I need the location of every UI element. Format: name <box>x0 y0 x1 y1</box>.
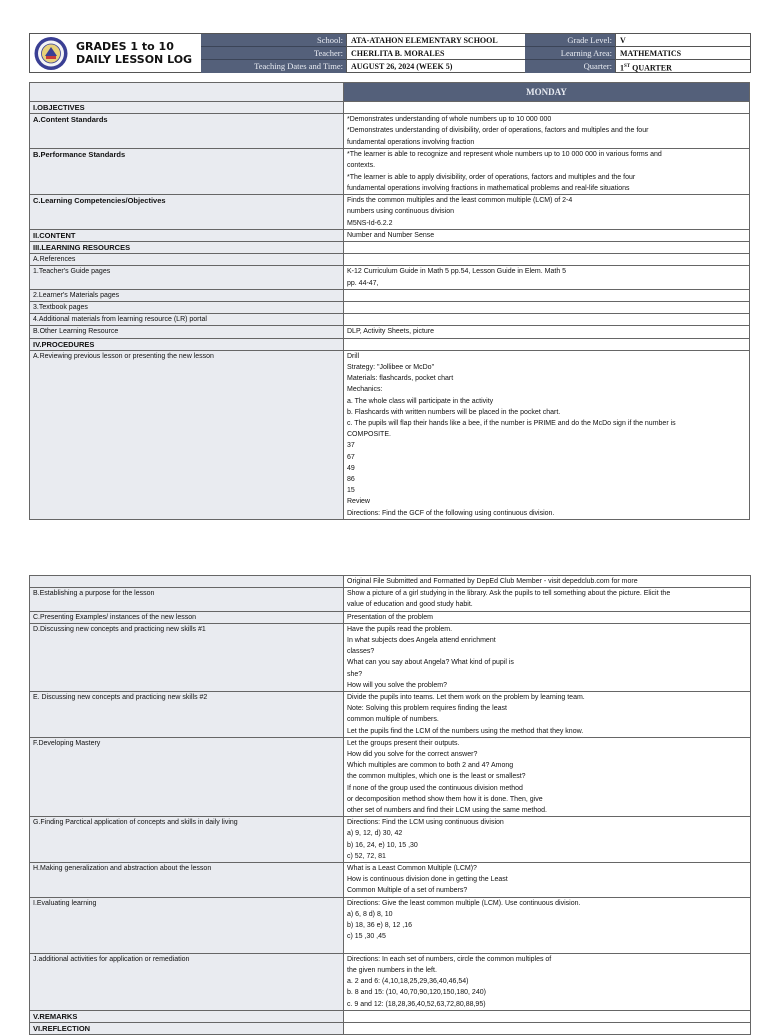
other-resource-label: B.Other Learning Resource <box>30 326 344 338</box>
purpose-label: B.Establishing a purpose for the lesson <box>30 588 344 611</box>
evaluating-learning-value: Directions: Give the least common multiple (LCM). Use continuous division. a) 6, 8 d) 8, 10 b) 18, 36 e) 8, 12 ,16 c) 15 ,30 ,45 <box>344 897 751 953</box>
content-value: Number and Number Sense <box>344 229 750 241</box>
additional-activities-label: J.additional activities for application or remediation <box>30 953 344 1010</box>
content-standards-value: *Demonstrates understanding of whole numbers up to 10 000 000 *Demonstrates understanding of divisibility, order of operations, factors and multiples and the four fundamental operations involving fraction <box>344 114 750 149</box>
practical-application-value: Directions: Find the LCM using continuous division a) 9, 12, d) 30, 42 b) 16, 24, e) 10, 15 ,30 c) 52, 72, 81 <box>344 817 751 863</box>
dates-value: AUGUST 26, 2024 (WEEK 5) <box>346 60 525 73</box>
discussing-2-value: Divide the pupils into teams. Let them work on the problem by learning team. Note: Solving this problem requires finding the least common multiple of numbers. Let the pupils find the LCM of the numbers using the method that they know. <box>344 692 751 738</box>
content-standards-label: A.Content Standards <box>30 114 344 149</box>
content-heading: II.CONTENT <box>30 229 344 241</box>
remarks-heading: V.REMARKS <box>30 1010 344 1022</box>
reviewing-lesson-label: A.Reviewing previous lesson or presenting the new lesson <box>30 350 344 519</box>
objectives-heading: I.OBJECTIVES <box>30 102 344 114</box>
grade-level-label: Grade Level: <box>525 34 615 47</box>
reviewing-lesson-value: Drill Strategy: "Jollibee or McDo" Materials: flashcards, pocket chart Mechanics: a. The whole class will participate in the activity b. Flashcards with written numbers will be placed in the pocket chart. c. The pupils will flap their hands like a bee, if the number is PRIME and do the McDo sign if the number is COMPOSITE. 37 67 49 86 15 Review Directions: Find the GCF of the following using continuous division. <box>344 350 750 519</box>
textbook-pages-label: 3.Textbook pages <box>30 302 344 314</box>
teachers-guide-value: K-12 Curriculum Guide in Math 5 pp.54, Lesson Guide in Elem. Math 5 pp. 44-47, <box>344 266 750 289</box>
references-label: A.References <box>30 254 344 266</box>
examples-label: C.Presenting Examples/ instances of the new lesson <box>30 611 344 623</box>
competencies-label: C.Learning Competencies/Objectives <box>30 195 344 230</box>
learners-materials-label: 2.Learner's Materials pages <box>30 289 344 301</box>
blank-header-cell <box>30 83 344 102</box>
practical-application-label: G.Finding Parctical application of concepts and skills in daily living <box>30 817 344 863</box>
day-header: MONDAY <box>344 83 750 102</box>
generalization-label: H.Making generalization and abstraction about the lesson <box>30 863 344 898</box>
title-grades: GRADES 1 to 10 <box>76 40 174 53</box>
lesson-plan-table-2 <box>29 575 751 1035</box>
learning-resources-heading: III.LEARNING RESOURCES <box>30 242 344 254</box>
developing-mastery-label: F.Developing Mastery <box>30 737 344 816</box>
examples-value: Presentation of the problem <box>344 611 751 623</box>
school-value: ATA-ATAHON ELEMENTARY SCHOOL <box>346 34 525 47</box>
performance-standards-value: *The learner is able to recognize and represent whole numbers up to 10 000 000 in various forms and contexts. *The learner is able to apply divisibility, order of operations, factors and multiples and the four fundamental operations involving fractions in mathematical problems and real-life situations <box>344 149 750 195</box>
procedures-heading: IV.PROCEDURES <box>30 338 344 350</box>
evaluating-learning-label: I.Evaluating learning <box>30 897 344 953</box>
grade-level-value: V <box>615 34 750 47</box>
school-label: School: <box>201 34 346 47</box>
developing-mastery-value: Let the groups present their outputs. How did you solve for the correct answer? Which multiples are common to both 2 and 4? Among the common multiples, which one is the least or smallest? If none of the group used the continuous division method or decomposition method show them how it is done. Then, give other set of numbers and find their LCM using the same method. <box>344 737 751 816</box>
lesson-log-header <box>29 33 751 73</box>
competencies-value: Finds the common multiples and the least common multiple (LCM) of 2-4 numbers using continuous division M5NS-Id-6.2.2 <box>344 195 750 230</box>
purpose-value: Show a picture of a girl studying in the library. Ask the pupils to tell something about the picture. Elicit the value of education and good study habit. <box>344 588 751 611</box>
quarter-label: Quarter: <box>525 60 615 73</box>
quarter-value: 1ST QUARTER <box>615 60 750 73</box>
performance-standards-label: B.Performance Standards <box>30 149 344 195</box>
additional-activities-value: Directions: In each set of numbers, circle the common multiples of the given numbers in the left. a. 2 and 6: (4,10,18,25,29,36,40,46,54) b. 8 and 15: (10, 40,70,90,120,150,180, 240) c. 9 and 12: (18,28,36,40,52,63,72,80,88,95) <box>344 953 751 1010</box>
teacher-label: Teacher: <box>201 47 346 60</box>
lr-portal-label: 4.Additional materials from learning resource (LR) portal <box>30 314 344 326</box>
other-resource-value: DLP, Activity Sheets, picture <box>344 326 750 338</box>
discussing-1-value: Have the pupils read the problem. In what subjects does Angela attend enrichment classes? What can you say about Angela? What kind of pupil is she? How will you solve the problem? <box>344 623 751 691</box>
discussing-2-label: E. Discussing new concepts and practicing new skills #2 <box>30 692 344 738</box>
learning-area-label: Learning Area: <box>525 47 615 60</box>
learning-area-value: MATHEMATICS <box>615 47 750 60</box>
discussing-1-label: D.Discussing new concepts and practicing new skills #1 <box>30 623 344 691</box>
generalization-value: What is a Least Common Multiple (LCM)? How is continuous division done in getting the Least Common Multiple of a set of numbers? <box>344 863 751 898</box>
reflection-heading: VI.REFLECTION <box>30 1022 344 1034</box>
dates-label: Teaching Dates and Time: <box>201 60 346 73</box>
deped-seal-logo <box>32 36 70 71</box>
title-daily-lesson-log: DAILY LESSON LOG <box>76 53 193 66</box>
lesson-plan-table-1 <box>29 82 750 520</box>
teachers-guide-label: 1.Teacher's Guide pages <box>30 266 344 289</box>
teacher-value: CHERLITA B. MORALES <box>346 47 525 60</box>
submitted-note: Original File Submitted and Formatted by DepEd Club Member - visit depedclub.com for more <box>344 576 751 588</box>
document-title <box>76 40 192 66</box>
